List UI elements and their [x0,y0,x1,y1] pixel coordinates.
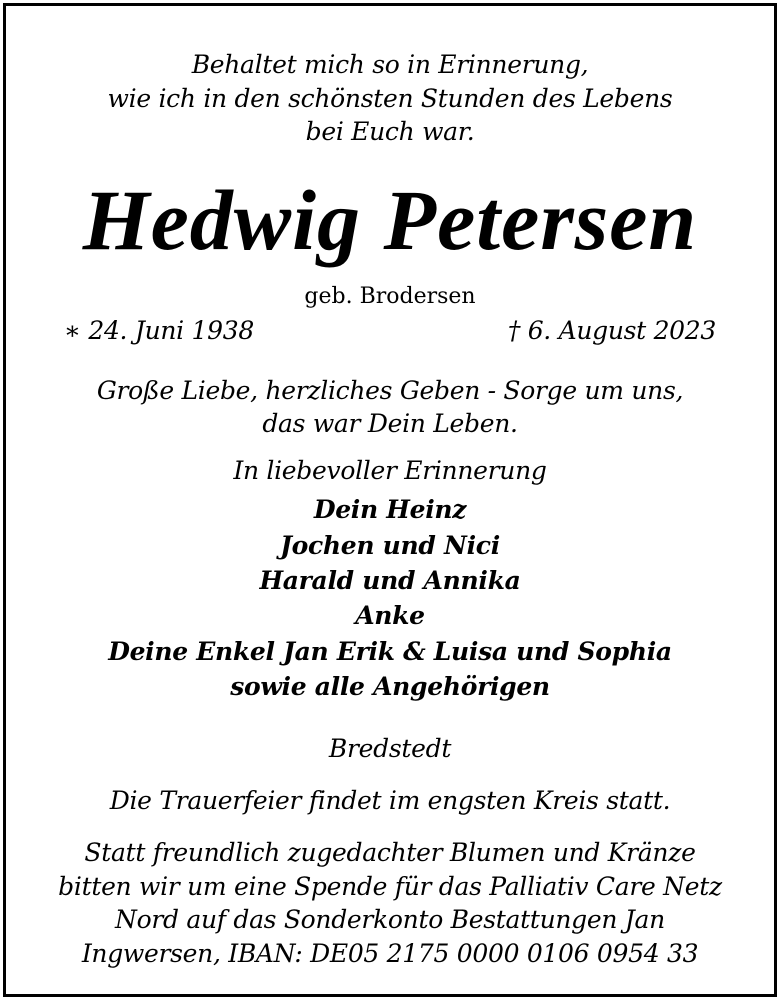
memorial-intro: In liebevoller Erinnerung [233,456,547,485]
ceremony-note: Die Trauerfeier findet im engsten Kreis statt. [109,786,671,815]
mourner-line: Jochen und Nici [280,531,500,560]
donation-line-4: Ingwersen, IBAN: DE05 2175 0000 0106 0954 33 [81,939,699,968]
motto-line-2: wie ich in den schönsten Stunden des Lebens [107,84,673,113]
mourner-line: sowie alle Angehörigen [230,672,550,701]
mourner-line: Anke [355,601,425,630]
verse-line-1: Große Liebe, herzliches Geben - Sorge um uns, [96,376,684,405]
mourner-line: Dein Heinz [313,495,467,524]
mourner-line: Harald und Annika [259,566,521,595]
birth-date: ∗ 24. Juni 1938 [64,316,254,345]
motto-line-3: bei Euch war. [305,117,475,146]
verse-line-2: das war Dein Leben. [262,409,518,438]
place: Bredstedt [328,734,452,763]
mourner-line: Deine Enkel Jan Erik & Luisa und Sophia [108,637,672,666]
donation-line-2: bitten wir um eine Spende für das Palliativ Care Netz [58,872,722,901]
death-date: † 6. August 2023 [507,316,716,345]
donation-line-3: Nord auf das Sonderkonto Bestattungen Jan [115,905,665,934]
donation-line-1: Statt freundlich zugedachter Blumen und Kränze [84,838,696,867]
deceased-name: Hedwig Petersen [82,172,698,268]
maiden-name: geb. Brodersen [304,284,476,309]
motto-line-1: Behaltet mich so in Erinnerung, [191,50,589,79]
